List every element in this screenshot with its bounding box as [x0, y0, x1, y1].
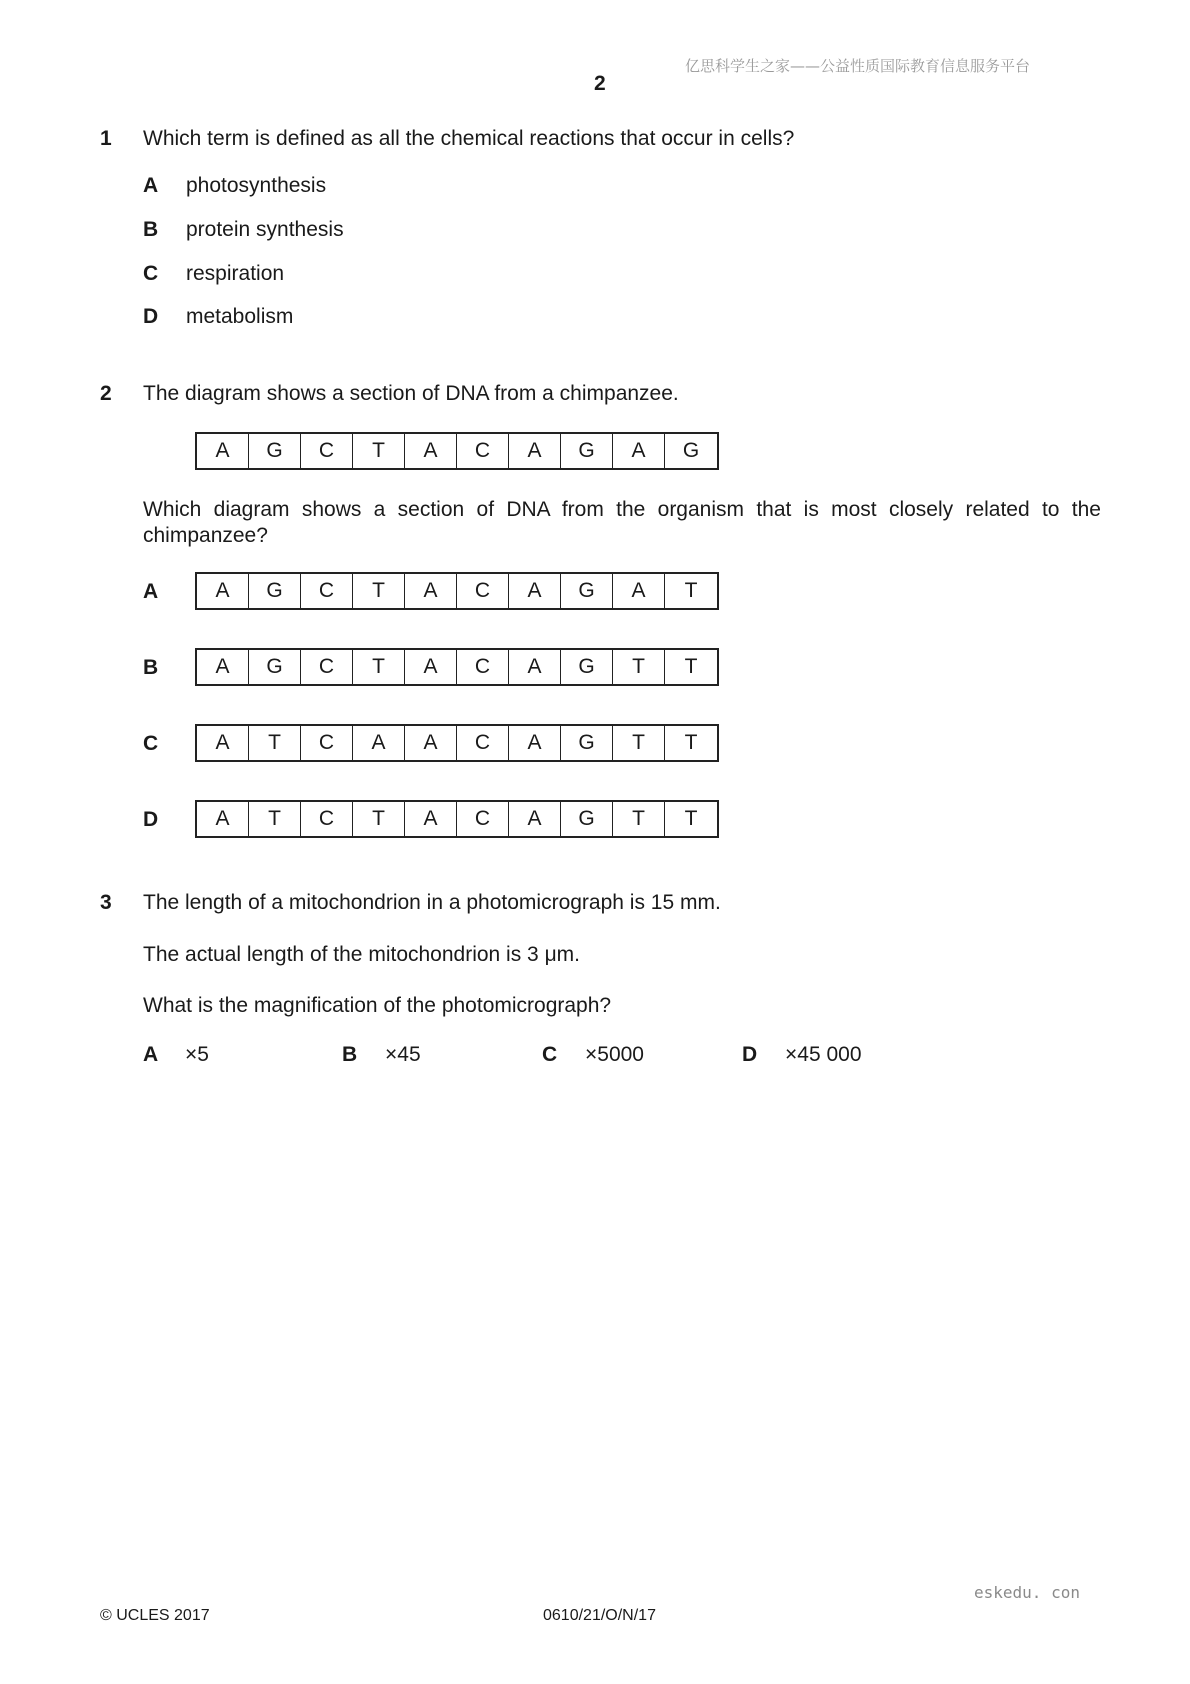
- dna-base: T: [353, 802, 405, 836]
- q1-option-letter: D: [143, 305, 159, 328]
- dna-base: A: [197, 574, 249, 608]
- question-1-text: Which term is defined as all the chemical reactions that occur in cells?: [143, 127, 795, 150]
- dna-base: T: [353, 650, 405, 684]
- q3-option-text: ×45: [385, 1043, 421, 1066]
- dna-base: G: [682, 439, 700, 462]
- q1-option-letter: B: [143, 218, 159, 241]
- q2-option-letter: C: [143, 732, 159, 755]
- dna-base: C: [301, 574, 353, 608]
- dna-base: A: [509, 726, 561, 760]
- q1-option-text: metabolism: [186, 305, 294, 328]
- question-3-line-2: The actual length of the mitochondrion is 3 μm.: [143, 943, 581, 966]
- q3-option-text: ×45 000: [785, 1043, 862, 1066]
- q2-option-letter: D: [143, 808, 159, 831]
- header-watermark: 亿思科学生之家——公益性质国际教育信息服务平台: [685, 57, 1031, 75]
- dna-base: C: [301, 726, 353, 760]
- dna-base: A: [509, 434, 561, 468]
- dna-base: C: [457, 802, 509, 836]
- q3-option-text: ×5000: [585, 1043, 644, 1066]
- dna-base: A: [405, 434, 457, 468]
- q3-option-text: ×5: [185, 1043, 209, 1066]
- page-number: 2: [594, 72, 606, 95]
- dna-base: A: [353, 726, 405, 760]
- footer-copyright: © UCLES 2017: [100, 1607, 210, 1624]
- dna-base: A: [613, 434, 665, 468]
- dna-base: T: [613, 726, 665, 760]
- dna-base: A: [509, 802, 561, 836]
- dna-base: C: [457, 434, 509, 468]
- dna-base: C: [301, 650, 353, 684]
- question-3-line-1: The length of a mitochondrion in a photomicrograph is 15 mm.: [143, 891, 721, 914]
- dna-base: A: [405, 650, 457, 684]
- q1-option-letter: C: [143, 262, 159, 285]
- q3-option-letter: D: [742, 1043, 758, 1066]
- question-2-text: The diagram shows a section of DNA from a chimpanzee.: [143, 382, 679, 405]
- dna-base: G: [561, 726, 613, 760]
- dna-base: A: [197, 434, 249, 468]
- dna-base: G: [561, 574, 613, 608]
- q2-option-letter: A: [143, 580, 159, 603]
- q3-option-letter: A: [143, 1043, 159, 1066]
- q2-option-letter: B: [143, 656, 159, 679]
- dna-base: A: [509, 574, 561, 608]
- dna-base: T: [613, 650, 665, 684]
- question-2-prompt: Which diagram shows a section of DNA from the organism that is most closely related to the chimpanzee?: [143, 498, 1101, 547]
- dna-strip-option-a: [195, 572, 719, 610]
- q1-option-letter: A: [143, 174, 159, 197]
- dna-base: C: [457, 574, 509, 608]
- dna-base: G: [249, 434, 301, 468]
- dna-base: A: [509, 650, 561, 684]
- dna-base: G: [249, 650, 301, 684]
- dna-base: C: [301, 802, 353, 836]
- dna-base: T: [249, 726, 301, 760]
- dna-base: T: [684, 807, 698, 830]
- dna-base: A: [197, 650, 249, 684]
- q1-option-text: protein synthesis: [186, 218, 344, 241]
- dna-strip-option-d: [195, 800, 719, 838]
- dna-base: A: [405, 726, 457, 760]
- question-2-number: 2: [100, 382, 112, 405]
- dna-base: T: [249, 802, 301, 836]
- q3-option-letter: C: [542, 1043, 558, 1066]
- dna-base: T: [684, 579, 698, 602]
- dna-base: T: [353, 574, 405, 608]
- question-1-number: 1: [100, 127, 112, 150]
- dna-base: G: [249, 574, 301, 608]
- q1-option-text: photosynthesis: [186, 174, 327, 197]
- dna-strip-option-c: [195, 724, 719, 762]
- dna-base: A: [405, 574, 457, 608]
- dna-base: A: [405, 802, 457, 836]
- dna-strip-option-b: [195, 648, 719, 686]
- dna-base: G: [561, 802, 613, 836]
- dna-base: T: [684, 731, 698, 754]
- footer-paper-code: 0610/21/O/N/17: [543, 1607, 656, 1624]
- q1-option-text: respiration: [186, 262, 285, 285]
- dna-base: A: [197, 726, 249, 760]
- dna-base: T: [684, 655, 698, 678]
- dna-base: C: [301, 434, 353, 468]
- dna-base: G: [561, 434, 613, 468]
- dna-base: C: [457, 726, 509, 760]
- question-3-line-3: What is the magnification of the photomicrograph?: [143, 994, 612, 1017]
- q3-option-letter: B: [342, 1043, 358, 1066]
- dna-base: C: [457, 650, 509, 684]
- question-3-number: 3: [100, 891, 112, 914]
- footer-watermark: eskedu. con: [974, 1583, 1080, 1602]
- dna-base: T: [353, 434, 405, 468]
- dna-base: A: [613, 574, 665, 608]
- dna-base: G: [561, 650, 613, 684]
- dna-strip-chimpanzee: [195, 432, 719, 470]
- dna-base: T: [613, 802, 665, 836]
- dna-base: A: [197, 802, 249, 836]
